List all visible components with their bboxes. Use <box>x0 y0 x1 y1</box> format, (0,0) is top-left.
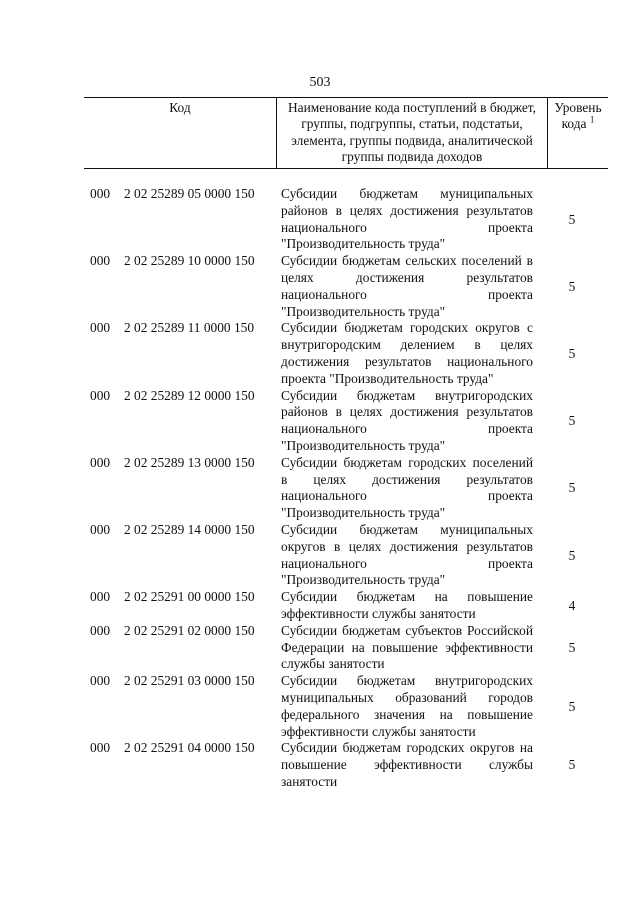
table-row <box>0 388 640 455</box>
row-admin-code: 000 <box>90 521 111 537</box>
header-level-column <box>548 98 608 168</box>
table-row <box>0 673 640 740</box>
row-code: 2 02 25291 02 0000 150 <box>124 622 255 638</box>
table-row <box>0 320 640 387</box>
row-code: 2 02 25291 03 0000 150 <box>124 673 255 689</box>
row-name: Субсидии бюджетам внутригородских районов в целях достижения результатов национального проекта "Производительность труда" <box>281 387 533 453</box>
table-row <box>0 623 640 673</box>
row-name: Субсидии бюджетам городских поселений в целях достижения результатов национального проекта "Производительность труда" <box>281 454 533 521</box>
row-name: Субсидии бюджетам муниципальных округов в целях достижения результатов национального проекта "Производительность труда" <box>281 521 533 588</box>
table-row <box>0 589 640 623</box>
row-code: 2 02 25289 11 0000 150 <box>124 320 255 336</box>
row-name: Субсидии бюджетам на повышение эффективности службы занятости <box>281 589 533 621</box>
row-level: 5 <box>568 480 576 496</box>
table-body <box>0 186 640 791</box>
row-admin-code: 000 <box>90 589 111 605</box>
row-admin-code: 000 <box>90 454 111 470</box>
table-row <box>0 740 640 790</box>
table-row <box>0 253 640 320</box>
header-level-footnote-mark: 1 <box>589 114 595 125</box>
row-code: 2 02 25291 04 0000 150 <box>124 740 255 756</box>
row-name: Субсидии бюджетам муниципальных районов в целях достижения результатов национального проекта "Производительность труда" <box>281 186 533 252</box>
row-level: 4 <box>568 597 576 613</box>
row-admin-code: 000 <box>90 673 111 689</box>
row-admin-code: 000 <box>90 253 111 269</box>
header-code-column: Код <box>84 98 277 168</box>
table-row <box>0 522 640 589</box>
row-admin-code: 000 <box>90 622 111 638</box>
page-number: 503 <box>309 75 331 90</box>
row-code: 2 02 25289 12 0000 150 <box>124 387 255 403</box>
row-name: Субсидии бюджетам городских округов с внутригородским делением в целях достижения результатов национального проекта "Производительность труда" <box>281 320 533 386</box>
row-name: Субсидии бюджетам внутригородских муниципальных образований городов федерального значения на повышение эффективности службы занятости <box>281 673 533 739</box>
row-level: 5 <box>568 211 576 227</box>
row-admin-code: 000 <box>90 387 111 403</box>
row-admin-code: 000 <box>90 740 111 756</box>
row-name: Субсидии бюджетам городских округов на повышение эффективности службы занятости <box>281 740 533 789</box>
row-level: 5 <box>568 757 576 773</box>
table-row <box>0 455 640 522</box>
row-level: 5 <box>568 413 576 429</box>
row-name: Субсидии бюджетам субъектов Российской Федерации на повышение эффективности службы занятости <box>281 622 533 672</box>
row-code: 2 02 25289 10 0000 150 <box>124 253 255 269</box>
row-level: 5 <box>568 547 576 563</box>
row-admin-code: 000 <box>90 320 111 336</box>
table-row <box>0 186 640 253</box>
row-level: 5 <box>568 278 576 294</box>
table-header <box>84 97 608 169</box>
row-level: 5 <box>568 639 576 655</box>
row-level: 5 <box>568 698 576 714</box>
row-code: 2 02 25291 00 0000 150 <box>124 589 255 605</box>
row-code: 2 02 25289 14 0000 150 <box>124 521 255 537</box>
header-level-label: Уровень кода <box>554 100 602 132</box>
header-name-column: Наименование кода поступлений в бюджет, группы, подгруппы, статьи, подстатьи, элемента, группы подвида, аналитической группы подвида доходов <box>277 98 548 168</box>
row-name: Субсидии бюджетам сельских поселений в целях достижения результатов национального проекта "Производительность труда" <box>281 253 533 319</box>
row-admin-code: 000 <box>90 186 111 201</box>
row-code: 2 02 25289 13 0000 150 <box>124 454 255 470</box>
row-code: 2 02 25289 05 0000 150 <box>124 186 255 201</box>
row-level: 5 <box>568 345 576 361</box>
